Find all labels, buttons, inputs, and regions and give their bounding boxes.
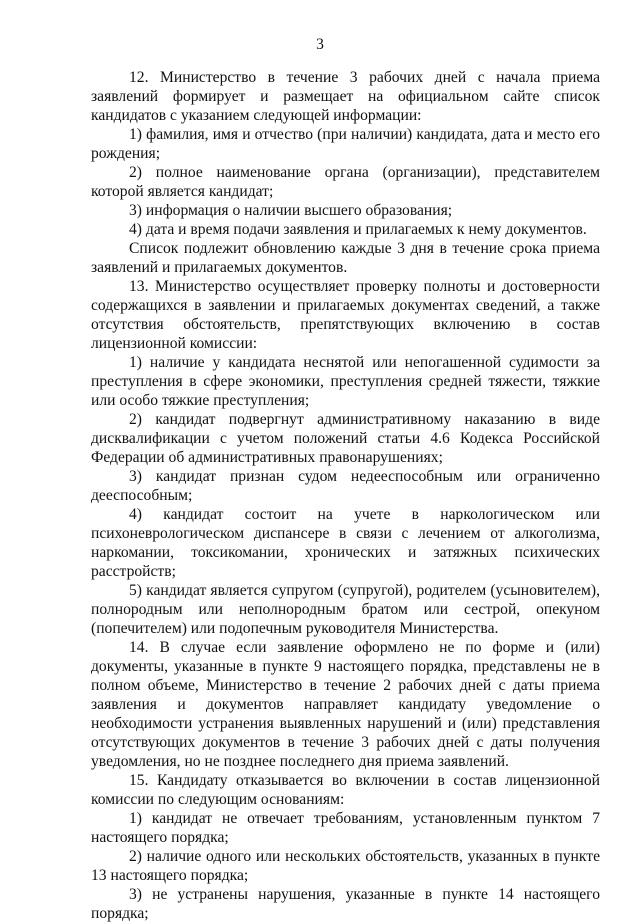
list-item-15-1: 1) кандидат не отвечает требованиям, установленным пунктом 7 настоящего порядка; — [91, 810, 600, 846]
paragraph-15: 15. Кандидату отказывается во включении в состав лицензионной комиссии по следующим основаниям: — [91, 772, 600, 808]
list-item-13-3: 3) кандидат признан судом недееспособным или ограниченно дееспособным; — [91, 468, 600, 504]
list-item-15-3: 3) не устранены нарушения, указанные в пункте 14 настоящего порядка; — [91, 886, 600, 922]
list-item-12-3: 3) информация о наличии высшего образования; — [129, 202, 453, 219]
list-item-13-2: 2) кандидат подвергнут административному наказанию в виде дисквалификации с учетом положений статьи 4.6 Кодекса Российской Федерации об административных правонарушениях; — [91, 411, 600, 466]
document-body — [91, 68, 600, 923]
paragraph-list-update: Список подлежит обновлению каждые 3 дня в течение срока приема заявлений и прилагаемых документов. — [91, 240, 600, 276]
list-item-13-4: 4) кандидат состоит на учете в наркологическом или психоневрологическом диспансере в связи с лечением от алкоголизма, наркомании, токсикомании, хронических и затяжных психических расстройств; — [91, 506, 600, 580]
list-item-13-1: 1) наличие у кандидата неснятой или непогашенной судимости за преступления в сфере экономики, преступления средней тяжести, тяжкие или особо тяжкие преступления; — [91, 354, 600, 409]
list-item-13-5: 5) кандидат является супругом (супругой), родителем (усыновителем), полнородным или неполнородным братом или сестрой, опекуном (попечителем) или подопечным руководителя Министерства. — [91, 582, 600, 637]
paragraph-12: 12. Министерство в течение 3 рабочих дней с начала приема заявлений формирует и размещает на официальном сайте список кандидатов с указанием следующей информации: — [91, 69, 600, 124]
list-item-12-4: 4) дата и время подачи заявления и прилагаемых к нему документов. — [129, 221, 587, 238]
list-item-12-1: 1) фамилия, имя и отчество (при наличии) кандидата, дата и место его рождения; — [91, 126, 600, 162]
paragraph-14: 14. В случае если заявление оформлено не по форме и (или) документы, указанные в пункте 9 настоящего порядка, представлены не в полном объеме, Министерство в течение 2 рабочих дней с даты приема заявления и документов направляет кандидату уведомление о необходимости устранения выявленных нарушений и (или) представления отсутствующих документов в течение 3 рабочих дней с даты получения уведомления, но не позднее последнего дня приема заявлений. — [91, 639, 600, 770]
paragraph-13: 13. Министерство осуществляет проверку полноты и достоверности содержащихся в заявлении и прилагаемых документах сведений, а также отсутствия обстоятельств, препятствующих включению в состав лицензионной комиссии: — [91, 278, 600, 352]
list-item-15-2: 2) наличие одного или нескольких обстоятельств, указанных в пункте 13 настоящего порядка; — [91, 848, 600, 884]
list-item-12-2: 2) полное наименование органа (организации), представителем которой является кандидат; — [91, 164, 600, 200]
page-number: 3 — [316, 36, 324, 53]
